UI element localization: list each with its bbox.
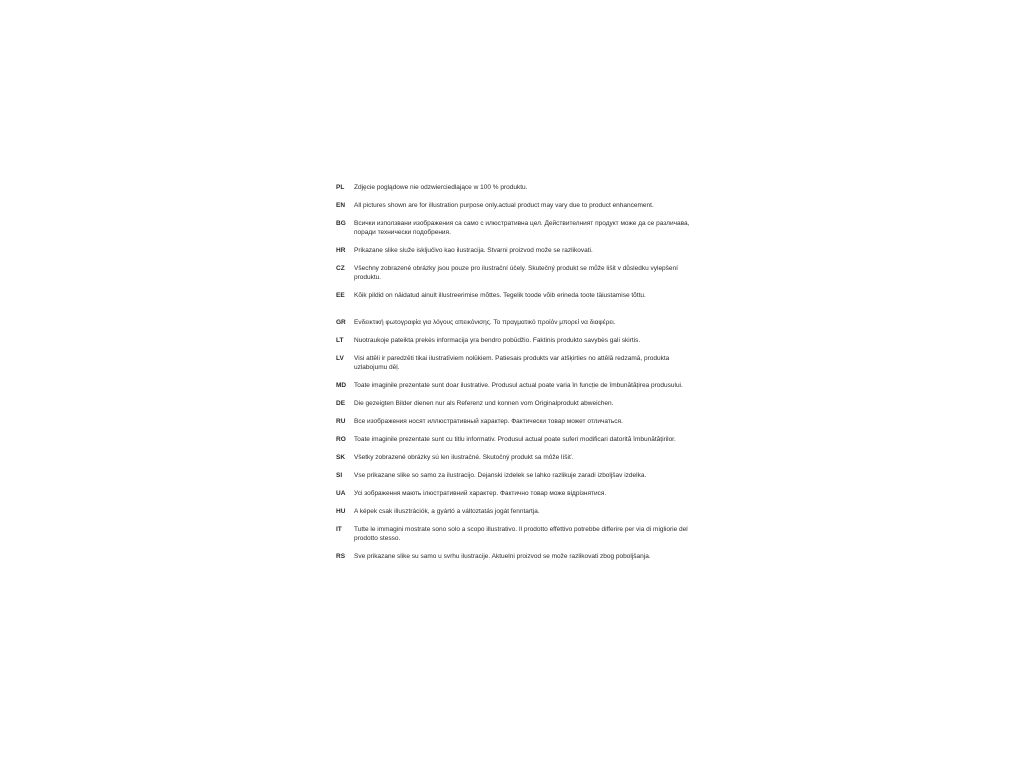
disclaimer-entry-ua xyxy=(336,489,696,498)
disclaimer-entry-md xyxy=(336,381,696,390)
disclaimer-text: Ενδεικτική φωτογραφία για λόγους απεικόνισης. Το πραγματικό προϊόν μπορεί να διαφέρει. xyxy=(354,319,616,326)
disclaimer-text: Kõik pildid on näidatud ainult illustreerimise mõttes. Tegelik toode võib erineda toote täiustamise tõttu. xyxy=(354,292,646,299)
language-code: MD xyxy=(336,382,347,389)
disclaimer-entry-hr xyxy=(336,246,696,255)
disclaimer-text: Všetky zobrazené obrázky sú len ilustračné. Skutočný produkt sa môže líšiť. xyxy=(354,454,574,461)
disclaimer-text: Все изображения носят иллюстративный характер. Фактически товар может отличаться. xyxy=(354,418,623,425)
language-code: GR xyxy=(336,319,346,326)
disclaimer-text: Toate imaginile prezentate sunt doar ilustrative. Produsul actual poate varia în funcție de îmbunătățirea produsului. xyxy=(354,382,683,389)
language-code: BG xyxy=(336,220,346,227)
disclaimer-text: Всички използвани изображения са само с илюстративна цел. Действителният продукт може да се различава, поради технически подобрения. xyxy=(354,220,690,236)
disclaimer-text: All pictures shown are for illustration purpose only.actual product may vary due to product enhancement. xyxy=(354,202,654,209)
disclaimer-entry-de xyxy=(336,399,696,408)
language-code: EE xyxy=(336,292,345,299)
language-code: EN xyxy=(336,202,346,209)
disclaimer-text: Visi attēli ir paredzēti tikai ilustratīviem nolūkiem. Patiesais produkts var atšķirties no attēlā redzamā, produkta uzlabojumu dēļ. xyxy=(354,355,670,371)
disclaimer-text: Tutte le immagini mostrate sono solo a scopo illustrativo. Il prodotto effettivo potrebbe differire per via di migliorie del prodotto stesso. xyxy=(354,526,688,542)
disclaimer-entry-lv xyxy=(336,354,696,372)
disclaimer-entry-ru xyxy=(336,417,696,426)
disclaimer-text: Prikazane slike služe isključivo kao ilustracija. Stvarni proizvod može se razlikovati. xyxy=(354,247,593,254)
language-code: SK xyxy=(336,454,346,461)
disclaimer-entry-ro xyxy=(336,435,696,444)
disclaimer-text: Zdjęcie poglądowe nie odzwierciedlające w 100 % produktu. xyxy=(354,184,528,191)
disclaimer-entry-sk xyxy=(336,453,696,462)
disclaimer-entry-gr xyxy=(336,318,696,327)
disclaimer-text: Nuotraukoje pateikta prekės informacija yra bendro pobūdžio. Faktinis produkto savybės gali skirtis. xyxy=(354,337,641,344)
language-code: RO xyxy=(336,436,346,443)
disclaimer-entry-bg xyxy=(336,219,696,237)
disclaimer-entry-lt xyxy=(336,336,696,345)
disclaimer-entry-cz xyxy=(336,264,696,282)
language-code: IT xyxy=(336,526,342,533)
language-code: DE xyxy=(336,400,346,407)
disclaimer-text: Toate imaginile prezentate sunt cu titlu informativ. Produsul actual poate suferi modificari datorită îmbunătățirilor. xyxy=(354,436,676,443)
disclaimer-entry-en xyxy=(336,201,696,210)
disclaimer-entry-si xyxy=(336,471,696,480)
disclaimer-text: Všechny zobrazené obrázky jsou pouze pro ilustrační účely. Skutečný produkt se může lišit v důsledku vylepšení produktu. xyxy=(354,265,678,281)
language-code: HU xyxy=(336,508,346,515)
language-code: LT xyxy=(336,337,344,344)
disclaimer-entry-hu xyxy=(336,507,696,516)
language-code: RU xyxy=(336,418,346,425)
disclaimer-list xyxy=(336,183,696,561)
language-code: PL xyxy=(336,184,345,191)
language-code: UA xyxy=(336,490,346,497)
disclaimer-text: Sve prikazane slike su samo u svrhu ilustracije. Aktuelni proizvod se može razlikovati zbog poboljšanja. xyxy=(354,553,651,560)
language-code: CZ xyxy=(336,265,345,272)
disclaimer-entry-it xyxy=(336,525,696,543)
language-code: HR xyxy=(336,247,346,254)
disclaimer-entry-ee xyxy=(336,291,696,300)
disclaimer-text: Vse prikazane slike so samo za ilustracijo. Dejanski izdelek se lahko razlikuje zaradi izboljšav izdelka. xyxy=(354,472,647,479)
disclaimer-text: Die gezeigten Bilder dienen nur als Referenz und konnen vom Originalprodukt abweichen. xyxy=(354,400,614,407)
disclaimer-entry-pl xyxy=(336,183,696,192)
disclaimer-text: A képek csak illusztrációk, a gyártó a változtatás jogát fenntartja. xyxy=(354,508,540,515)
language-code: SI xyxy=(336,472,343,479)
disclaimer-text: Усі зображення мають ілюстративний характер. Фактично товар може відрізнятися. xyxy=(354,490,607,497)
language-code: LV xyxy=(336,355,344,362)
disclaimer-entry-rs xyxy=(336,552,696,561)
language-code: RS xyxy=(336,553,346,560)
